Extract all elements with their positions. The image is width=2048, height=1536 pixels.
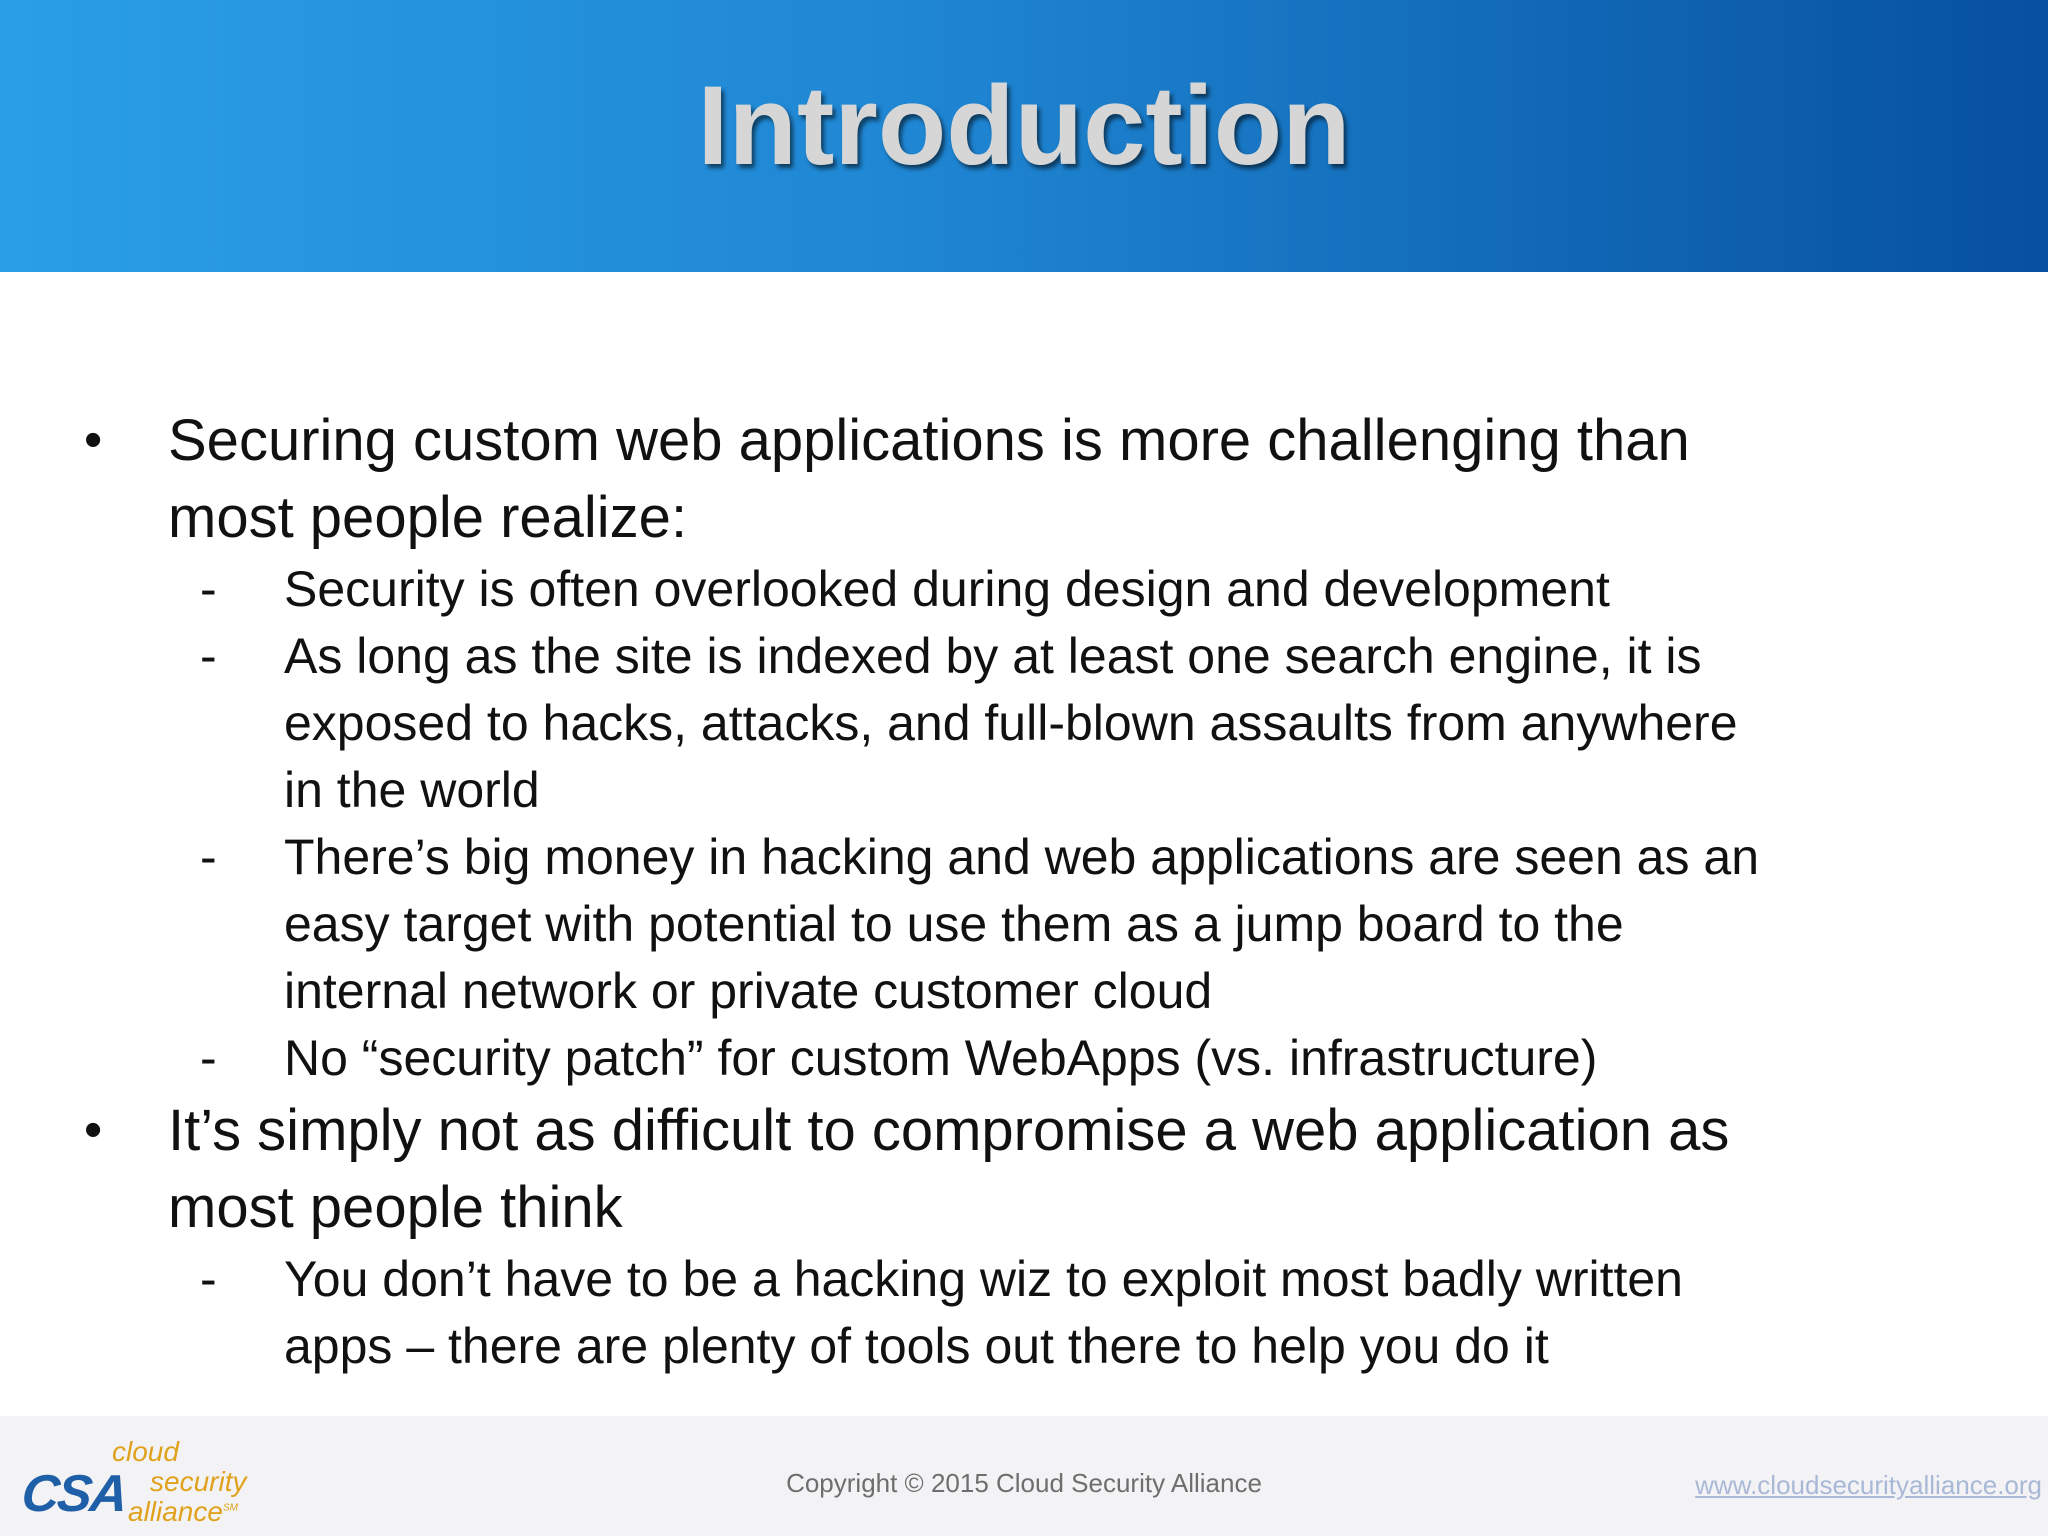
website-link[interactable]: www.cloudsecurityalliance.org (1695, 1470, 2042, 1500)
sub-item-1-4 (84, 1025, 1984, 1092)
dash-icon: - (200, 829, 217, 885)
bullet-text-line: It’s simply not as difficult to compromise a web application as (168, 1098, 1730, 1163)
bullet-item-2 (84, 1092, 1984, 1246)
sub-item-1-1 (84, 556, 1984, 623)
logo-service-mark: SM (222, 1502, 238, 1514)
logo-word-cloud: cloud (112, 1436, 179, 1467)
sub-item-text-line: apps – there are plenty of tools out there to help you do it (284, 1318, 1549, 1374)
dash-icon: - (200, 628, 217, 684)
sub-item-1-2 (84, 623, 1984, 824)
sub-item-2-1 (84, 1246, 1984, 1380)
logo-word-alliance (128, 1496, 238, 1528)
sub-item-text-line: easy target with potential to use them as a jump board to the (284, 896, 1624, 952)
sub-item-1-3 (84, 824, 1984, 1025)
slide-title: Introduction (697, 62, 1351, 188)
copyright-text: Copyright © 2015 Cloud Security Alliance (786, 1468, 1262, 1498)
sub-item-text-line: There’s big money in hacking and web applications are seen as an (284, 829, 1759, 885)
slide-footer (0, 1416, 2048, 1536)
sub-item-text-line: You don’t have to be a hacking wiz to exploit most badly written (284, 1251, 1683, 1307)
bullet-text-line: most people think (168, 1175, 623, 1240)
logo-alliance-text: alliance (128, 1496, 223, 1527)
dash-icon: - (200, 561, 217, 617)
bullet-text-line: most people realize: (168, 485, 688, 550)
dash-icon: - (200, 1030, 217, 1086)
sub-item-text-line: internal network or private customer cloud (284, 963, 1213, 1019)
sub-item-text-line: Security is often overlooked during design and development (284, 561, 1610, 617)
bullet-item-1 (84, 402, 1984, 556)
bullet-icon: • (84, 411, 103, 469)
slide-header (0, 0, 2048, 272)
logo-word-security: security (150, 1466, 247, 1497)
sub-item-text-line: As long as the site is indexed by at least one search engine, it is (284, 628, 1702, 684)
bullet-icon: • (84, 1101, 103, 1159)
bullet-text-line: Securing custom web applications is more challenging than (168, 408, 1690, 473)
dash-icon: - (200, 1251, 217, 1307)
sub-item-text-line: exposed to hacks, attacks, and full-blown assaults from anywhere (284, 695, 1738, 751)
logo-abbr: CSA (18, 1465, 129, 1523)
sub-item-text-line: No “security patch” for custom WebApps (vs. infrastructure) (284, 1030, 1598, 1086)
sub-item-text-line: in the world (284, 762, 540, 818)
slide-content (84, 402, 1984, 1380)
